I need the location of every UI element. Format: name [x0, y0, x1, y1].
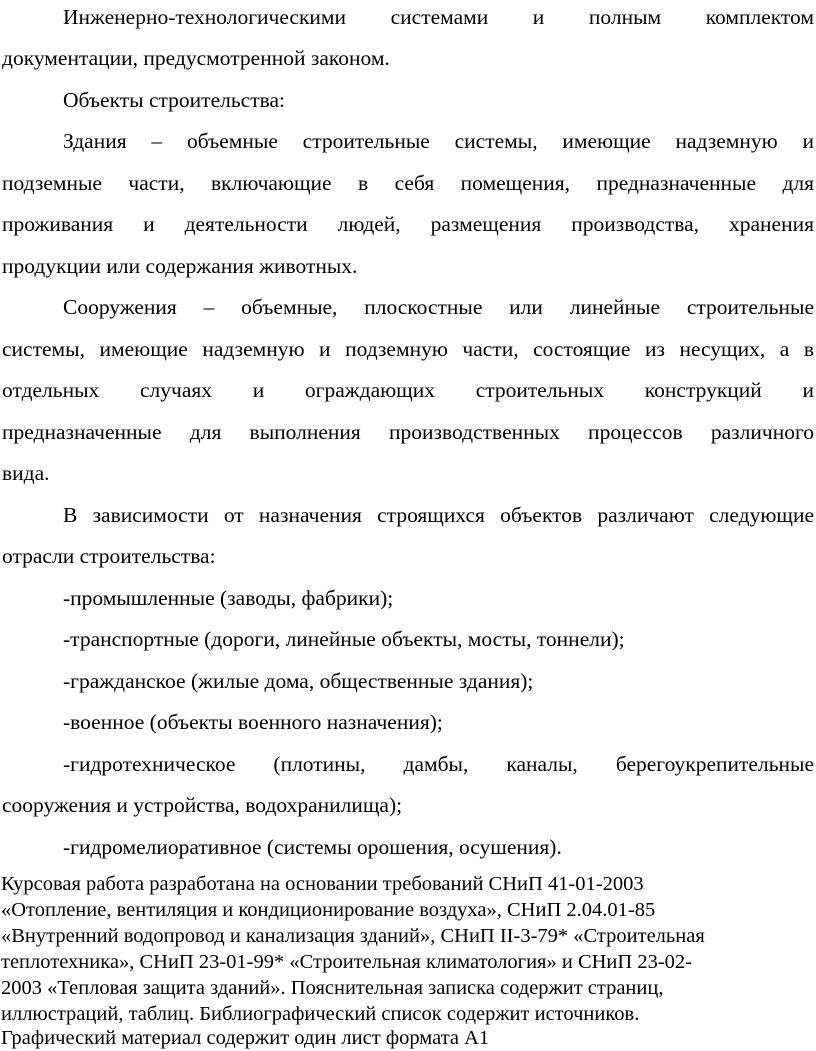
text-line: Сооружения – объемные, плоскостные или линейные строительные	[63, 295, 814, 319]
text-line: Объекты строительства:	[63, 88, 285, 112]
text-line: Здания – объемные строительные системы, имеющие надземную и	[63, 129, 814, 153]
text-line: вида.	[2, 461, 50, 485]
list-item: -военное (объекты военного назначения);	[63, 710, 443, 734]
text-line: предназначенные для выполнения производственных процессов различного	[2, 420, 814, 444]
note-line: иллюстраций, таблиц. Библиографический список содержит источников.	[1, 1003, 640, 1025]
list-item: -гражданское (жилые дома, общественные здания);	[63, 669, 534, 693]
text-line: Инженерно-технологическими системами и полным комплектом	[63, 5, 814, 29]
text-line: В зависимости от назначения строящихся объектов различают следующие	[63, 503, 814, 527]
list-item: -промышленные (заводы, фабрики);	[63, 586, 394, 610]
text-line: продукции или содержания животных.	[2, 254, 358, 278]
note-line: 2003 «Тепловая защита зданий». Пояснительная записка содержит страниц,	[1, 977, 664, 999]
text-line: проживания и деятельности людей, размещения производства, хранения	[2, 212, 814, 236]
note-line: «Отопление, вентиляция и кондиционирование воздуха», СНиП 2.04.01-85	[1, 899, 656, 921]
text-line: системы, имеющие надземную и подземную части, состоящие из несущих, а в	[2, 337, 814, 361]
note-line: теплотехника», СНиП 23-01-99* «Строительная климатология» и СНиП 23-02-	[1, 951, 692, 973]
text-line: подземные части, включающие в себя помещения, предназначенные для	[2, 171, 814, 195]
list-item: -гидротехническое (плотины, дамбы, каналы, берегоукрепительные	[63, 752, 814, 776]
note-line: «Внутренний водопровод и канализация зданий», СНиП II-3-79* «Строительная	[1, 925, 705, 947]
text-line: отдельных случаях и ограждающих строительных конструкций и	[2, 378, 814, 402]
list-item: -транспортные (дороги, линейные объекты, мосты, тоннели);	[63, 627, 625, 651]
text-line: отрасли строительства:	[2, 544, 216, 568]
text-line: документации, предусмотренной законом.	[2, 46, 390, 70]
text-line: сооружения и устройства, водохранилища);	[2, 793, 403, 817]
list-item: -гидромелиоративное (системы орошения, осушения).	[63, 835, 562, 859]
note-line: Курсовая работа разработана на основании требований СНиП 41-01-2003	[1, 873, 644, 895]
note-line: Графический материал содержит один лист формата А1	[1, 1027, 490, 1049]
